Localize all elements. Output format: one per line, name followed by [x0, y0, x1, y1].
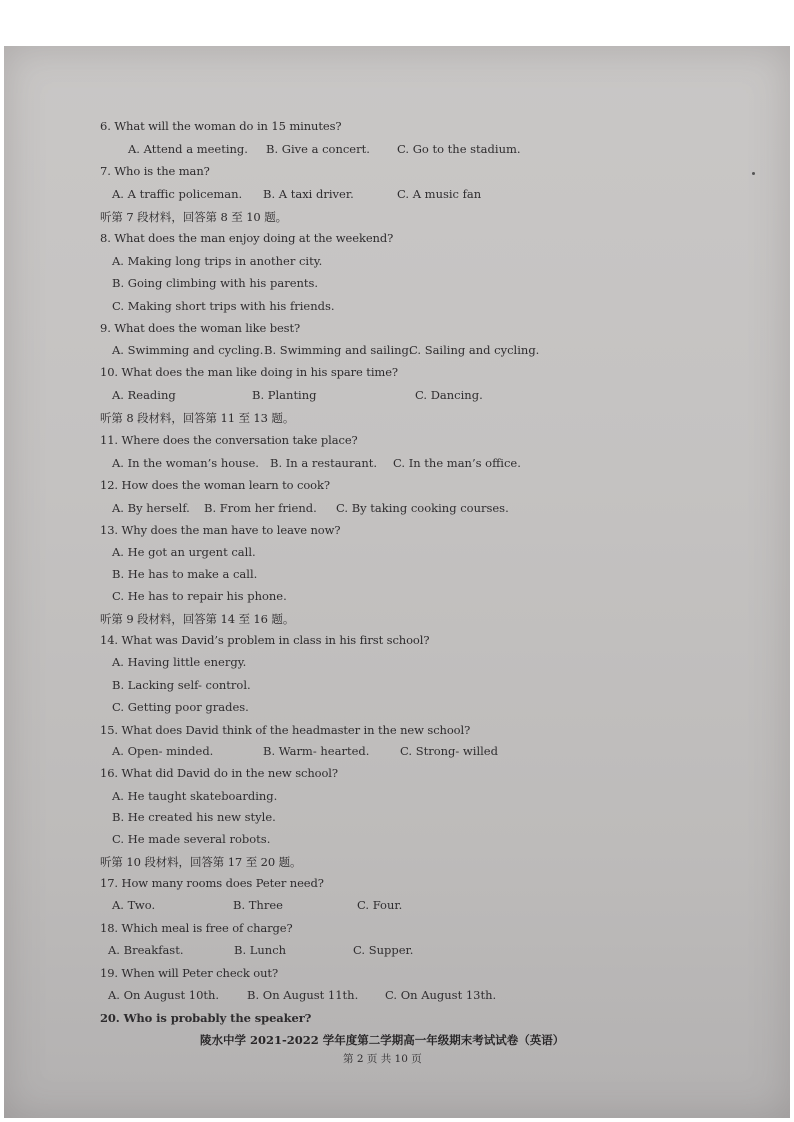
answer-option: A. He taught skateboarding.: [112, 789, 278, 803]
answer-option: C. Supper.: [353, 943, 414, 957]
answer-option: C. Four.: [357, 898, 403, 912]
question-text: 19. When will Peter check out?: [100, 966, 279, 980]
answer-option: A. Open- minded.: [112, 744, 214, 758]
question-text: 17. How many rooms does Peter need?: [100, 876, 324, 890]
section-instruction: 听第 7 段材料，回答第 8 至 10 题。: [100, 210, 287, 224]
answer-option: A. By herself.: [112, 501, 190, 515]
page-number: 第 2 页 共 10 页: [343, 1053, 422, 1065]
answer-option: C. Go to the stadium.: [397, 142, 521, 156]
question-text: 6. What will the woman do in 15 minutes?: [100, 119, 342, 133]
question-text: 10. What does the man like doing in his spare time?: [100, 365, 398, 379]
answer-option: C. Getting poor grades.: [112, 700, 249, 714]
question-text: 14. What was David’s problem in class in his first school?: [100, 633, 430, 647]
question-text: 11. Where does the conversation take place?: [100, 433, 358, 447]
answer-option: B. Lunch: [234, 943, 287, 957]
answer-option: C. Making short trips with his friends.: [112, 299, 335, 313]
answer-option: A. In the woman’s house.: [112, 456, 259, 470]
exam-page-photo: [4, 46, 790, 1118]
answer-option: B. Swimming and sailing.: [264, 343, 413, 357]
answer-option: A. Making long trips in another city.: [112, 254, 323, 268]
answer-option: C. By taking cooking courses.: [336, 501, 509, 515]
answer-option: A. Having little energy.: [112, 655, 247, 669]
answer-option: C. On August 13th.: [385, 988, 497, 1002]
answer-option: B. He created his new style.: [112, 810, 276, 824]
question-text: 13. Why does the man have to leave now?: [100, 523, 341, 537]
question-text: 7. Who is the man?: [100, 164, 210, 178]
answer-option: A. A traffic policeman.: [112, 187, 243, 201]
answer-option: A. On August 10th.: [108, 988, 220, 1002]
answer-option: A. He got an urgent call.: [112, 545, 256, 559]
paper-speck: [752, 172, 755, 175]
section-instruction: 听第 8 段材料，回答第 11 至 13 题。: [100, 411, 295, 425]
question-text: 9. What does the woman like best?: [100, 321, 301, 335]
answer-option: C. He has to repair his phone.: [112, 589, 287, 603]
answer-option: B. Lacking self- control.: [112, 678, 251, 692]
answer-option: A. Two.: [112, 898, 156, 912]
answer-option: C. Strong- willed: [400, 744, 498, 758]
answer-option: C. He made several robots.: [112, 832, 271, 846]
question-text: 8. What does the man enjoy doing at the weekend?: [100, 231, 394, 245]
answer-option: B. Planting: [252, 388, 317, 402]
answer-option: B. A taxi driver.: [263, 187, 354, 201]
section-instruction: 听第 9 段材料，回答第 14 至 16 题。: [100, 612, 295, 626]
answer-option: B. Three: [233, 898, 283, 912]
answer-option: A. Reading: [112, 388, 176, 402]
answer-option: A. Breakfast.: [108, 943, 184, 957]
question-text: 20. Who is probably the speaker?: [100, 1011, 312, 1025]
answer-option: A. Swimming and cycling.: [112, 343, 264, 357]
answer-option: B. Give a concert.: [266, 142, 370, 156]
question-text: 12. How does the woman learn to cook?: [100, 478, 330, 492]
answer-option: B. On August 11th.: [247, 988, 359, 1002]
answer-option: B. Going climbing with his parents.: [112, 276, 319, 290]
answer-option: C. Dancing.: [415, 388, 483, 402]
answer-option: C. In the man’s office.: [393, 456, 521, 470]
answer-option: A. Attend a meeting.: [128, 142, 248, 156]
answer-option: B. He has to make a call.: [112, 567, 258, 581]
answer-option: B. Warm- hearted.: [263, 744, 370, 758]
question-text: 16. What did David do in the new school?: [100, 766, 338, 780]
question-text: 15. What does David think of the headmaster in the new school?: [100, 723, 471, 737]
section-instruction: 听第 10 段材料，回答第 17 至 20 题。: [100, 855, 302, 869]
question-text: 18. Which meal is free of charge?: [100, 921, 293, 935]
answer-option: B. From her friend.: [204, 501, 317, 515]
exam-title-footer: 陵水中学 2021-2022 学年度第二学期高一年级期末考试试卷（英语）: [200, 1033, 565, 1047]
answer-option: C. Sailing and cycling.: [409, 343, 540, 357]
answer-option: B. In a restaurant.: [270, 456, 378, 470]
answer-option: C. A music fan: [397, 187, 482, 201]
